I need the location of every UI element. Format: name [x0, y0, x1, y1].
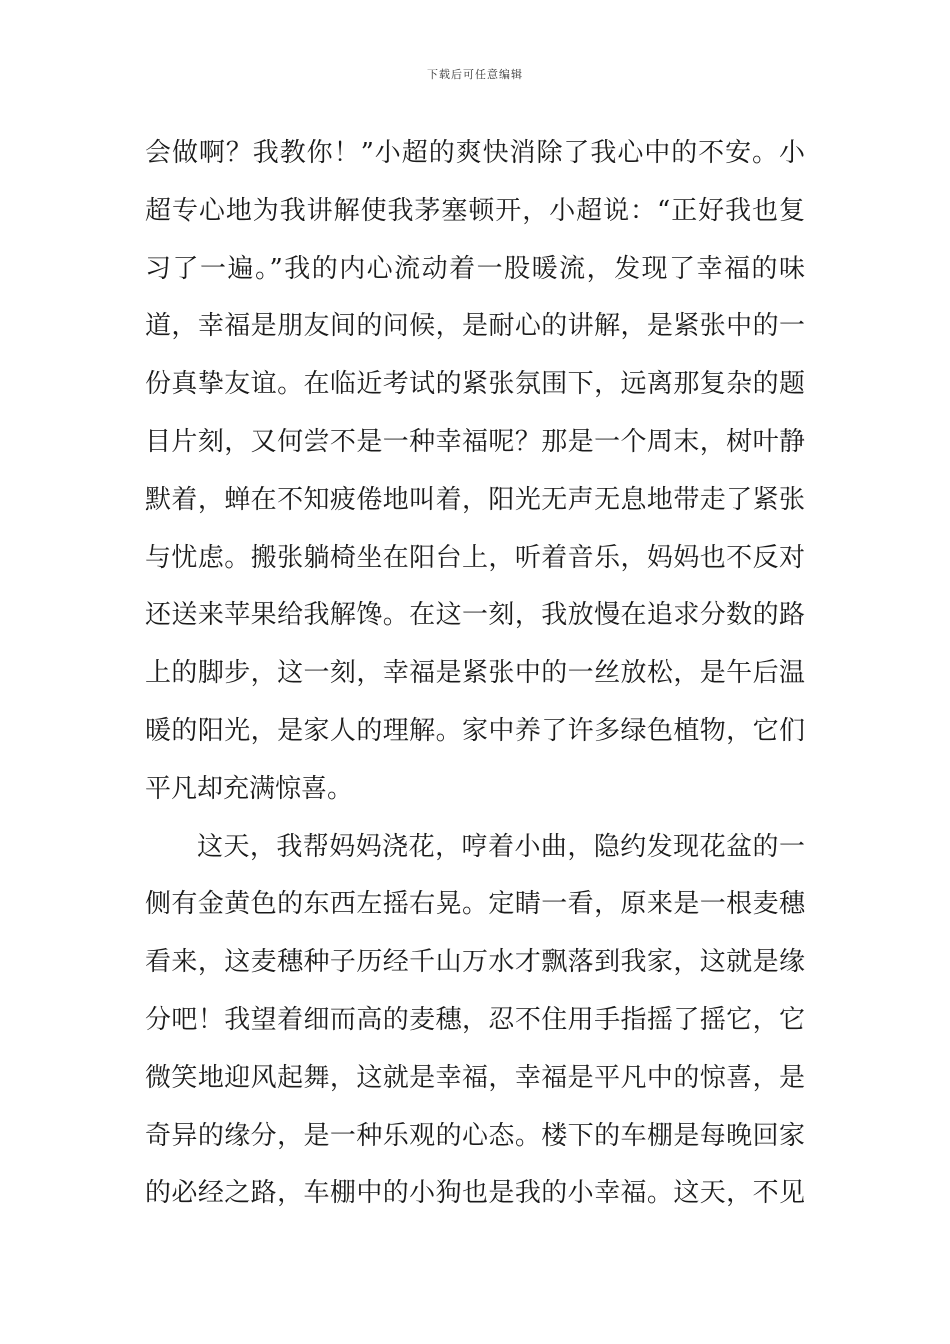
text-line: 微笑地迎风起舞，这就是幸福，幸福是平凡中的惊喜，是: [145, 1062, 805, 1093]
text-line: 与忧虑。搬张躺椅坐在阳台上，听着音乐，妈妈也不反对: [145, 542, 805, 573]
text-line: 上的脚步，这一刻，幸福是紧张中的一丝放松，是午后温: [145, 658, 805, 689]
text-line: 会做啊？我教你！”小超的爽快消除了我心中的不安。小: [145, 138, 805, 168]
text-line: 侧有金黄色的东西左摇右晃。定睛一看，原来是一根麦穗: [145, 889, 805, 920]
document-body: [145, 125, 805, 1223]
paragraph: [145, 819, 805, 1224]
text-line: 道，幸福是朋友间的问候，是耐心的讲解，是紧张中的一: [145, 311, 805, 342]
text-line: 看来，这麦穗种子历经千山万水才飘落到我家，这就是缘: [145, 947, 805, 978]
page-header: 下载后可任意编辑: [427, 68, 523, 81]
text-line: 的必经之路，车棚中的小狗也是我的小幸福。这天，不见: [145, 1178, 805, 1209]
paragraph: [145, 125, 805, 819]
text-line: 这天，我帮妈妈浇花，哼着小曲，隐约发现花盆的一: [197, 831, 805, 862]
text-line: 暖的阳光，是家人的理解。家中养了许多绿色植物，它们: [145, 715, 805, 746]
text-line: 目片刻，又何尝不是一种幸福呢？那是一个周末，树叶静: [145, 426, 805, 457]
text-line: 默着，蝉在不知疲倦地叫着，阳光无声无息地带走了紧张: [145, 484, 805, 515]
text-line: 习了一遍。”我的内心流动着一股暖流，发现了幸福的味: [145, 253, 805, 284]
text-line: 分吧！我望着细而高的麦穗，忍不住用手指摇了摇它，它: [145, 1004, 805, 1035]
text-line: 超专心地为我讲解使我茅塞顿开，小超说：“正好我也复: [145, 195, 805, 226]
text-line: 平凡却充满惊喜。: [145, 773, 354, 804]
text-line: 份真挚友谊。在临近考试的紧张氛围下，远离那复杂的题: [145, 369, 805, 400]
text-line: 还送来苹果给我解馋。在这一刻，我放慢在追求分数的路: [145, 600, 805, 631]
text-line: 奇异的缘分，是一种乐观的心态。楼下的车棚是每晚回家: [145, 1120, 805, 1151]
